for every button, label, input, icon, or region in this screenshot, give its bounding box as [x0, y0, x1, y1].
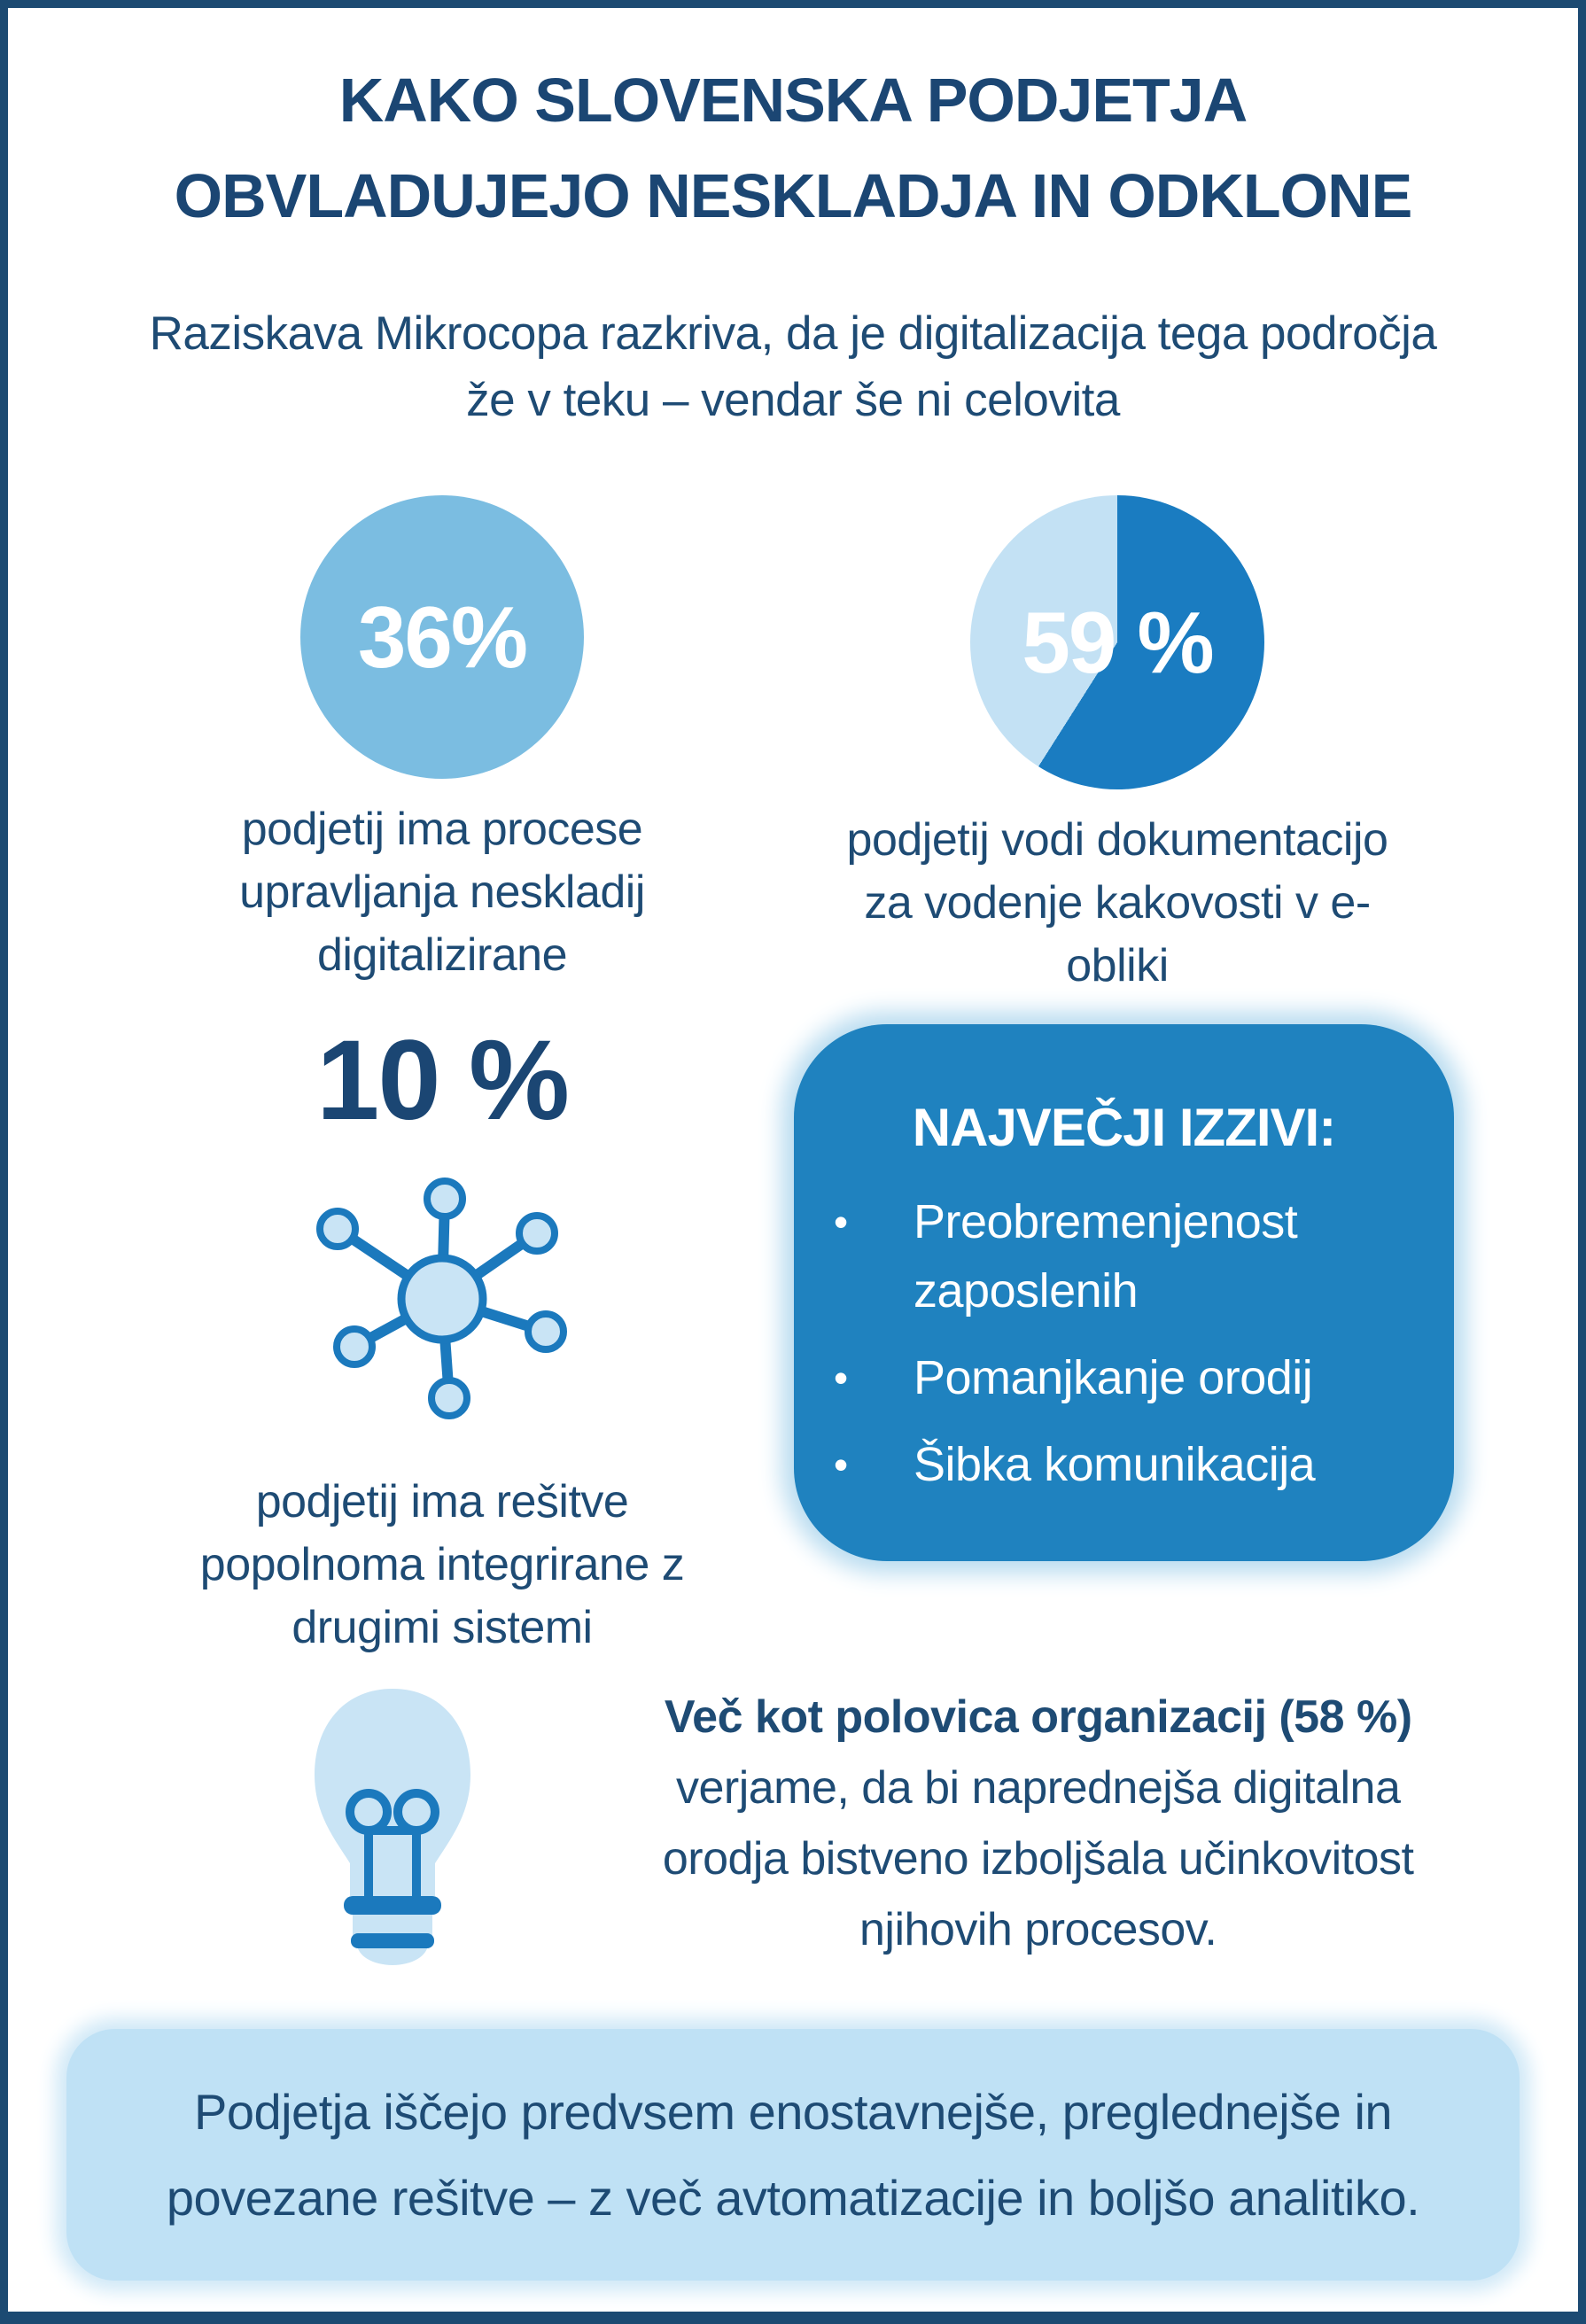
stat-digitized	[145, 495, 739, 998]
challenge-item	[825, 1343, 1423, 1412]
stat-integrated	[145, 1017, 739, 1659]
lightbulb-icon	[291, 1682, 494, 1965]
stat-10-value: 10 %	[316, 1017, 568, 1144]
stats-row	[8, 495, 1578, 998]
stat-59-caption: podjetij vodi dokumentacijo za vodenje kakovosti v e-obliki	[846, 814, 1388, 991]
insight-rest: verjame, da bi naprednejša digitalna orodja bistveno izboljšala učinkovitost njihovih procesov.	[662, 1762, 1414, 1955]
insight-paragraph	[640, 1682, 1436, 1965]
page-title	[8, 52, 1578, 244]
bullet-dot-icon: •	[834, 1442, 848, 1488]
stat-10-caption: podjetij ima rešitve popolnoma integrirane z drugimi sistemi	[199, 1476, 685, 1653]
challenge-label: Preobremenjenost zaposlenih	[914, 1195, 1298, 1317]
challenge-item	[825, 1430, 1423, 1499]
stat-36-circle	[300, 495, 584, 779]
page-title-line-2: OBVLADUJEJO NESKLADJA IN ODKLONE	[174, 161, 1412, 230]
insight-icon-wrap	[145, 1682, 640, 1965]
challenge-label: Šibka komunikacija	[914, 1438, 1316, 1491]
stat-59-pie-chart	[970, 495, 1264, 789]
stat-36-caption: podjetij ima procese upravljanja neskladij digitalizirane	[239, 804, 645, 981]
bottom-note-text: Podjetja iščejo predvsem enostavnejše, preglednejše in povezane rešitve – z več avtomatizacije in boljšo analitiko.	[166, 2084, 1420, 2226]
challenges-box	[794, 1024, 1454, 1561]
challenge-label: Pomanjkanje orodij	[914, 1351, 1313, 1404]
page-subtitle: Raziskava Mikrocopa razkriva, da je digitalizacija tega področja že v teku – vendar še ni celovita	[149, 307, 1437, 426]
challenges-list	[825, 1187, 1423, 1499]
insight-row	[8, 1682, 1578, 1965]
bullet-dot-icon: •	[834, 1355, 848, 1401]
stat-59-value: 59 %	[1022, 593, 1213, 691]
bottom-note-box	[66, 2029, 1520, 2281]
network-hub-icon	[284, 1150, 600, 1448]
challenge-item	[825, 1187, 1423, 1325]
stat-36-value: 36%	[357, 587, 527, 686]
challenges-heading: NAJVEČJI IZZIVI:	[912, 1098, 1336, 1157]
integration-and-challenges-row	[8, 1017, 1578, 1659]
bullet-dot-icon: •	[834, 1199, 848, 1245]
page-title-line-1: KAKO SLOVENSKA PODJETJA	[338, 66, 1248, 135]
stat-edocs	[776, 495, 1458, 998]
insight-lead: Več kot polovica organizacij (58 %)	[664, 1691, 1412, 1743]
